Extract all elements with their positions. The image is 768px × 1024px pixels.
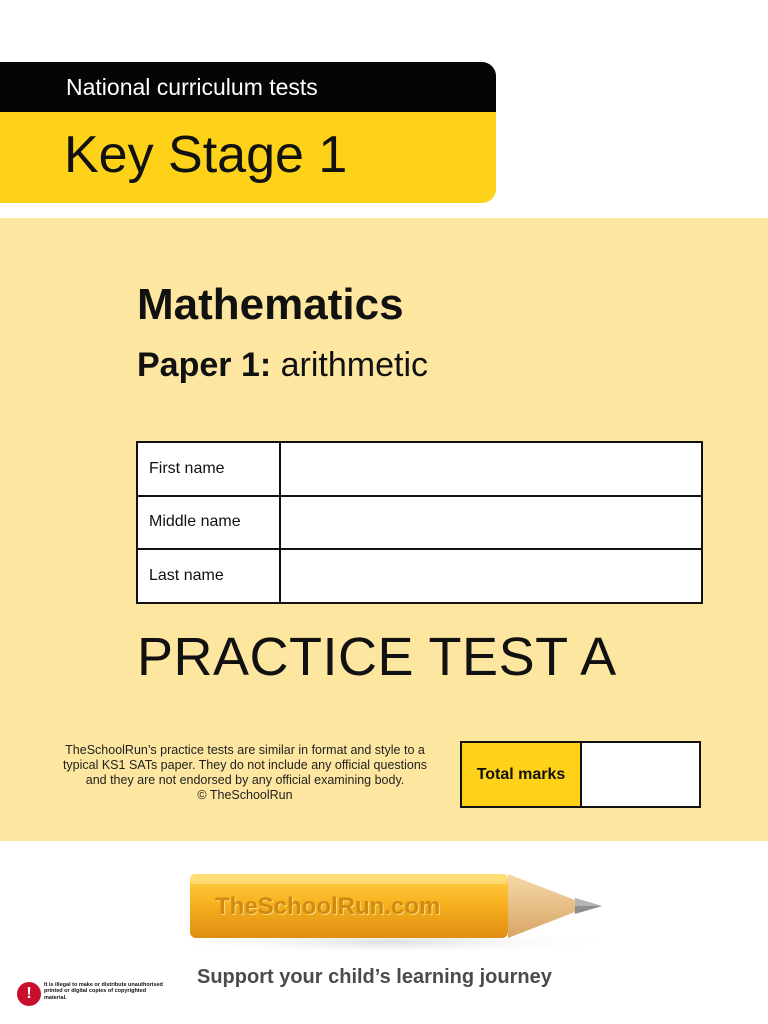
first-name-cell (280, 442, 702, 496)
disclaimer-line: TheSchoolRun’s practice tests are similar in format and style to a (65, 743, 425, 757)
middle-name-label: Middle name (137, 496, 280, 550)
first-name-label: First name (137, 442, 280, 496)
disclaimer-line: and they are not endorsed by any official examining body. (85, 773, 405, 787)
table-row (137, 442, 702, 496)
middle-name-field[interactable] (281, 497, 701, 549)
legal-text: It is illegal to make or distribute unauthorised printed or digital copies of copyrighted material. (44, 982, 163, 1001)
header-title: Key Stage 1 (0, 112, 496, 203)
tagline: Support your child’s learning journey (197, 966, 552, 988)
table-row (137, 496, 702, 550)
subject-title: Mathematics (137, 280, 404, 329)
total-marks-label: Total marks (462, 743, 582, 806)
name-table (136, 441, 703, 604)
first-name-field[interactable] (281, 443, 701, 495)
last-name-cell (280, 549, 702, 603)
header-tab (0, 62, 496, 203)
total-marks-box (460, 741, 701, 808)
total-marks-field[interactable] (582, 743, 699, 806)
paper-label: Paper 1: (137, 346, 272, 384)
disclaimer-line: typical KS1 SATs paper. They do not include any official questions (62, 758, 428, 772)
disclaimer (55, 743, 435, 803)
disclaimer-line: © TheSchoolRun (197, 788, 293, 802)
practice-test-title: PRACTICE TEST A (137, 627, 617, 687)
logo-text: TheSchoolRun.com (215, 893, 441, 920)
legal-notice (17, 982, 167, 1006)
middle-name-cell (280, 496, 702, 550)
last-name-label: Last name (137, 549, 280, 603)
paper-title (137, 346, 428, 385)
cover-panel (0, 218, 768, 841)
warning-icon: ! (17, 982, 41, 1006)
table-row (137, 549, 702, 603)
header-subtitle: National curriculum tests (0, 62, 496, 112)
last-name-field[interactable] (281, 550, 701, 602)
paper-name: arithmetic (280, 346, 429, 384)
